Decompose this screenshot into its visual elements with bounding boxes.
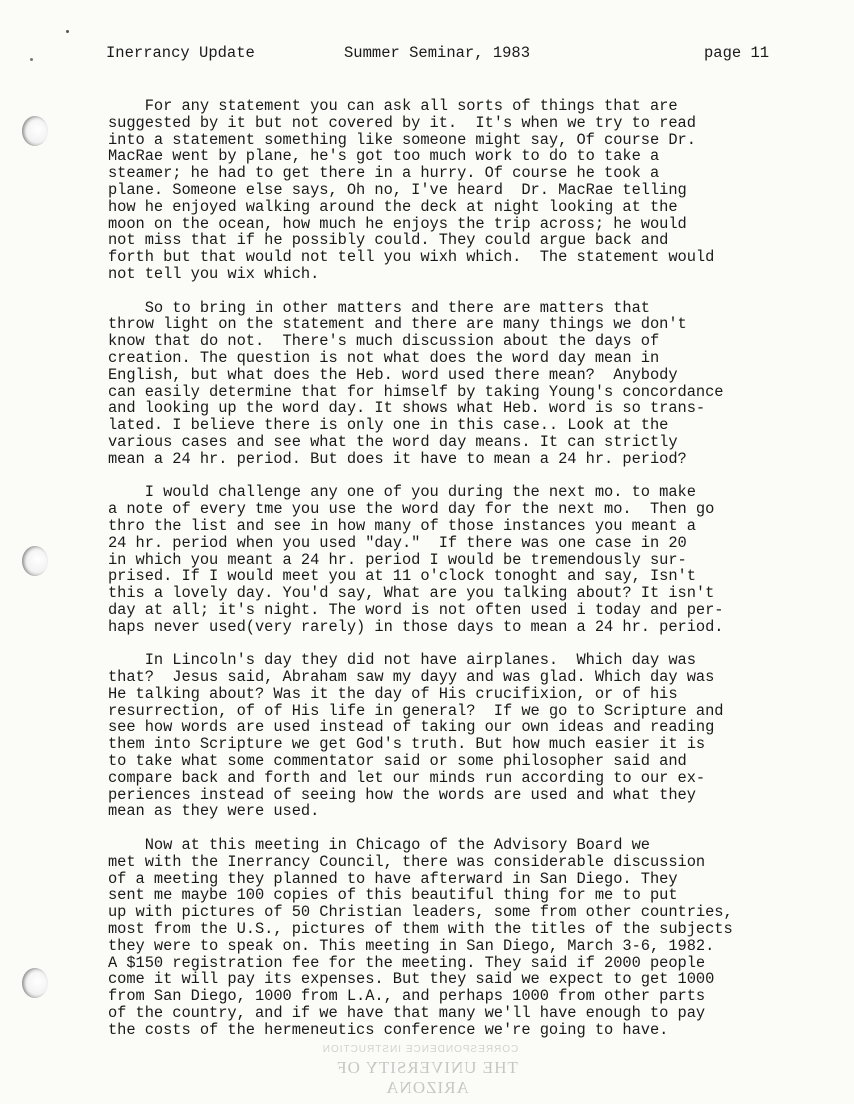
text-line: plane. Someone else says, Oh no, I've heard Dr. MacRae telling xyxy=(108,180,687,199)
watermark-university: THE UNIVERSITY OF ARIZONA xyxy=(336,1058,518,1097)
text-line: the costs of the hermeneutics conference we're going to have. xyxy=(108,1020,669,1039)
text-line: and looking up the word day. It shows what Heb. word is so trans- xyxy=(108,399,706,418)
text-line: this a lovely day. You'd say, What are you talking about? It isn't xyxy=(108,584,715,603)
paragraph xyxy=(108,484,813,635)
text-line: various cases and see what the word day means. It can strictly xyxy=(108,432,678,451)
text-line: not miss that if he possibly could. They could argue back and xyxy=(108,231,669,250)
binder-hole xyxy=(22,116,48,146)
text-line: day at all; it's night. The word is not often used i today and per- xyxy=(108,600,724,619)
text-line: I would challenge any one of you during the next mo. to make xyxy=(108,483,696,502)
paragraph xyxy=(108,837,813,1039)
text-line: steamer; he had to get there in a hurry. Of course he took a xyxy=(108,164,660,183)
text-line: of the country, and if we have that many we'll have enough to pay xyxy=(108,1004,706,1023)
paragraph xyxy=(108,652,813,820)
text-line: that? Jesus said, Abraham saw my dayy and was glad. Which day was xyxy=(108,668,715,687)
text-line: In Lincoln's day they did not have airplanes. Which day was xyxy=(108,651,696,670)
text-line: can easily determine that for himself by taking Young's concordance xyxy=(108,382,724,401)
text-line: they were to speak on. This meeting in San Diego, March 3-6, 1982. xyxy=(108,936,715,955)
text-line: most from the U.S., pictures of them with the titles of the subjects xyxy=(108,920,733,939)
text-line: know that do not. There's much discussion about the days of xyxy=(108,332,660,351)
text-line: creation. The question is not what does the word day mean in xyxy=(108,348,660,367)
document-body xyxy=(108,98,813,1055)
stray-mark xyxy=(30,58,33,61)
header-page-number: page 11 xyxy=(704,44,770,62)
text-line: For any statement you can ask all sorts of things that are xyxy=(108,97,678,115)
text-line: MacRae went by plane, he's got too much work to do to take a xyxy=(108,147,660,166)
binder-hole xyxy=(22,968,48,998)
text-line: sent me maybe 100 copies of this beautiful thing for me to put xyxy=(108,886,678,905)
text-line: mean a 24 hr. period. But does it have to mean a 24 hr. period? xyxy=(108,449,687,468)
stray-mark xyxy=(66,30,69,33)
text-line: lated. I believe there is only one in this case.. Look at the xyxy=(108,416,669,435)
binder-hole xyxy=(22,546,48,576)
text-line: Now at this meeting in Chicago of the Advisory Board we xyxy=(108,836,650,855)
page-header xyxy=(106,44,786,66)
text-line: thro the list and see in how many of those instances you meant a xyxy=(108,516,696,535)
text-line: compare back and forth and let our minds run according to our ex- xyxy=(108,768,706,787)
text-line: 24 hr. period when you used "day." If there was one case in 20 xyxy=(108,533,687,552)
text-line: up with pictures of 50 Christian leaders, some from other countries, xyxy=(108,903,733,922)
text-line: periences instead of seeing how the words are used and what they xyxy=(108,785,696,804)
text-line: how he enjoyed walking around the deck at night looking at the xyxy=(108,197,678,216)
text-line: of a meeting they planned to have afterward in San Diego. They xyxy=(108,869,678,888)
header-title: Inerrancy Update xyxy=(106,44,255,62)
text-line: resurrection, of of His life in general? If we go to Scripture and xyxy=(108,701,724,720)
text-line: a note of every tme you use the word day for the next mo. Then go xyxy=(108,500,715,519)
text-line: not tell you wix which. xyxy=(108,264,320,283)
header-seminar: Summer Seminar, 1983 xyxy=(344,44,531,62)
paragraph xyxy=(108,300,813,468)
text-line: to take what some commentator said or some philosopher said and xyxy=(108,752,687,771)
text-line: come it will pay its expenses. But they said we expect to get 1000 xyxy=(108,970,715,989)
text-line: mean as they were used. xyxy=(108,802,320,821)
text-line: into a statement something like someone might say, Of course Dr. xyxy=(108,130,696,149)
text-line: suggested by it but not covered by it. It's when we try to read xyxy=(108,113,696,132)
text-line: see how words are used instead of taking our own ideas and reading xyxy=(108,718,715,737)
text-line: met with the Inerrancy Council, there was considerable discussion xyxy=(108,852,706,871)
text-line: He talking about? Was it the day of His crucifixion, or of his xyxy=(108,684,678,703)
text-line: English, but what does the Heb. word used there mean? Anybody xyxy=(108,365,678,384)
text-line: forth but that would not tell you wixh which. The statement would xyxy=(108,248,715,267)
text-line: throw light on the statement and there are many things we don't xyxy=(108,315,687,334)
text-line: haps never used(very rarely) in those days to mean a 24 hr. period. xyxy=(108,617,724,636)
text-line: them into Scripture we get God's truth. But how much easier it is xyxy=(108,735,706,754)
text-line: So to bring in other matters and there are matters that xyxy=(108,298,650,317)
watermark-subtitle: CORRESPONDENCE INSTRUCTION xyxy=(321,1044,519,1055)
text-line: from San Diego, 1000 from L.A., and perhaps 1000 from other parts xyxy=(108,987,706,1006)
text-line: A $150 registration fee for the meeting. They said if 2000 people xyxy=(108,953,706,972)
text-line: moon on the ocean, how much he enjoys the trip across; he would xyxy=(108,214,687,233)
text-line: prised. If I would meet you at 11 o'clock tonoght and say, Isn't xyxy=(108,567,696,586)
paragraph xyxy=(108,98,813,283)
text-line: in which you meant a 24 hr. period I would be tremendously sur- xyxy=(108,550,687,569)
